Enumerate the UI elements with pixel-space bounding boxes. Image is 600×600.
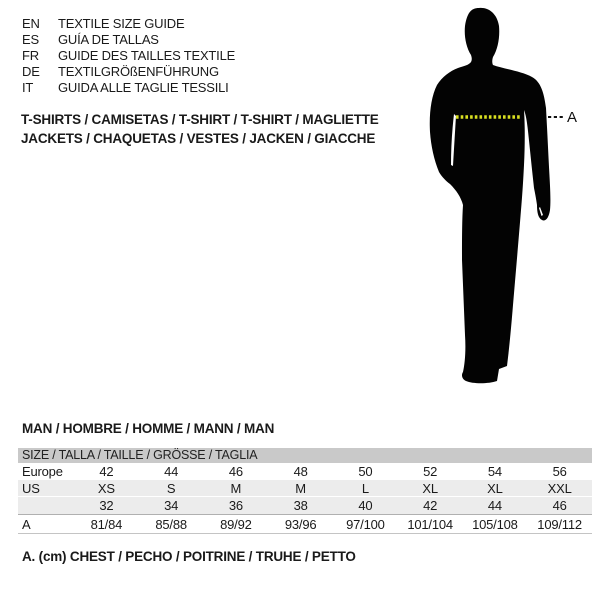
table-cell: XL (422, 480, 438, 496)
row-label: A (22, 516, 31, 532)
language-code: EN (22, 15, 40, 31)
table-row-us (18, 480, 592, 497)
language-label: GUÍA DE TALLAS (58, 31, 159, 47)
table-row-numeric (18, 497, 592, 514)
row-label: US (22, 480, 40, 496)
table-row-europe (18, 463, 592, 480)
table-row-chest-a (18, 514, 592, 534)
category-line-jackets: JACKETS / CHAQUETAS / VESTES / JACKEN / GIACCHE (21, 131, 376, 146)
table-cell: 105/108 (472, 516, 518, 532)
table-cell: 38 (293, 498, 308, 513)
row-label: Europe (22, 464, 63, 479)
table-cell: XXL (547, 480, 572, 496)
table-cell: 46 (552, 498, 567, 513)
language-guide-list (22, 15, 235, 95)
table-cell: L (361, 480, 369, 496)
table-cell: 40 (358, 498, 373, 513)
size-table-header: SIZE / TALLA / TAILLE / GRÖSSE / TAGLIA (18, 448, 592, 463)
language-code: DE (22, 63, 40, 79)
table-cell: 54 (487, 464, 502, 479)
table-cell: 42 (423, 498, 438, 513)
table-cell: M (230, 480, 242, 496)
table-cell: 44 (164, 464, 179, 479)
table-cell: 42 (99, 464, 114, 479)
language-label: GUIDA ALLE TAGLIE TESSILI (58, 79, 229, 95)
table-cell: M (295, 480, 306, 496)
language-code: ES (22, 31, 39, 47)
table-cell: 46 (228, 464, 243, 479)
table-cell: S (166, 480, 176, 496)
table-cell: 109/112 (537, 516, 582, 532)
language-row-de (22, 63, 235, 79)
language-row-en (22, 15, 235, 31)
table-cell: XS (97, 480, 115, 496)
language-label: TEXTILE SIZE GUIDE (58, 15, 185, 31)
table-cell: 36 (228, 498, 243, 513)
measure-label-a: A (567, 109, 578, 126)
table-cell: 81/84 (90, 516, 123, 532)
table-cell: 93/96 (284, 516, 317, 532)
man-figure (400, 0, 600, 420)
table-cell: 89/92 (220, 516, 252, 532)
language-code: IT (22, 79, 34, 95)
language-row-es (22, 31, 235, 47)
language-label: GUIDE DES TAILLES TEXTILE (58, 47, 236, 63)
table-cell: 52 (423, 464, 438, 479)
size-table (18, 448, 592, 534)
language-row-fr (22, 47, 235, 63)
measurement-footnote: A. (cm) CHEST / PECHO / POITRINE / TRUHE / PETTO (22, 549, 356, 564)
table-cell: 56 (552, 464, 567, 479)
section-title-man: MAN / HOMBRE / HOMME / MANN / MAN (22, 421, 275, 436)
man-silhouette-graphic (400, 0, 600, 420)
table-cell: XL (487, 480, 503, 496)
table-cell: 85/88 (155, 516, 187, 532)
man-silhouette (430, 8, 551, 383)
table-cell: 101/104 (407, 516, 453, 532)
table-cell: 34 (164, 498, 179, 513)
category-line-tshirts: T-SHIRTS / CAMISETAS / T-SHIRT / T-SHIRT / MAGLIETTE (21, 112, 379, 127)
language-code: FR (22, 47, 39, 63)
table-cell: 32 (99, 498, 114, 513)
table-cell: 50 (358, 464, 373, 479)
language-label: TEXTILGRÖßENFÜHRUNG (58, 63, 219, 79)
language-row-it (22, 79, 235, 95)
table-cell: 44 (487, 498, 502, 513)
table-cell: 97/100 (346, 516, 385, 532)
table-cell: 48 (293, 464, 308, 479)
category-headings (21, 110, 379, 148)
